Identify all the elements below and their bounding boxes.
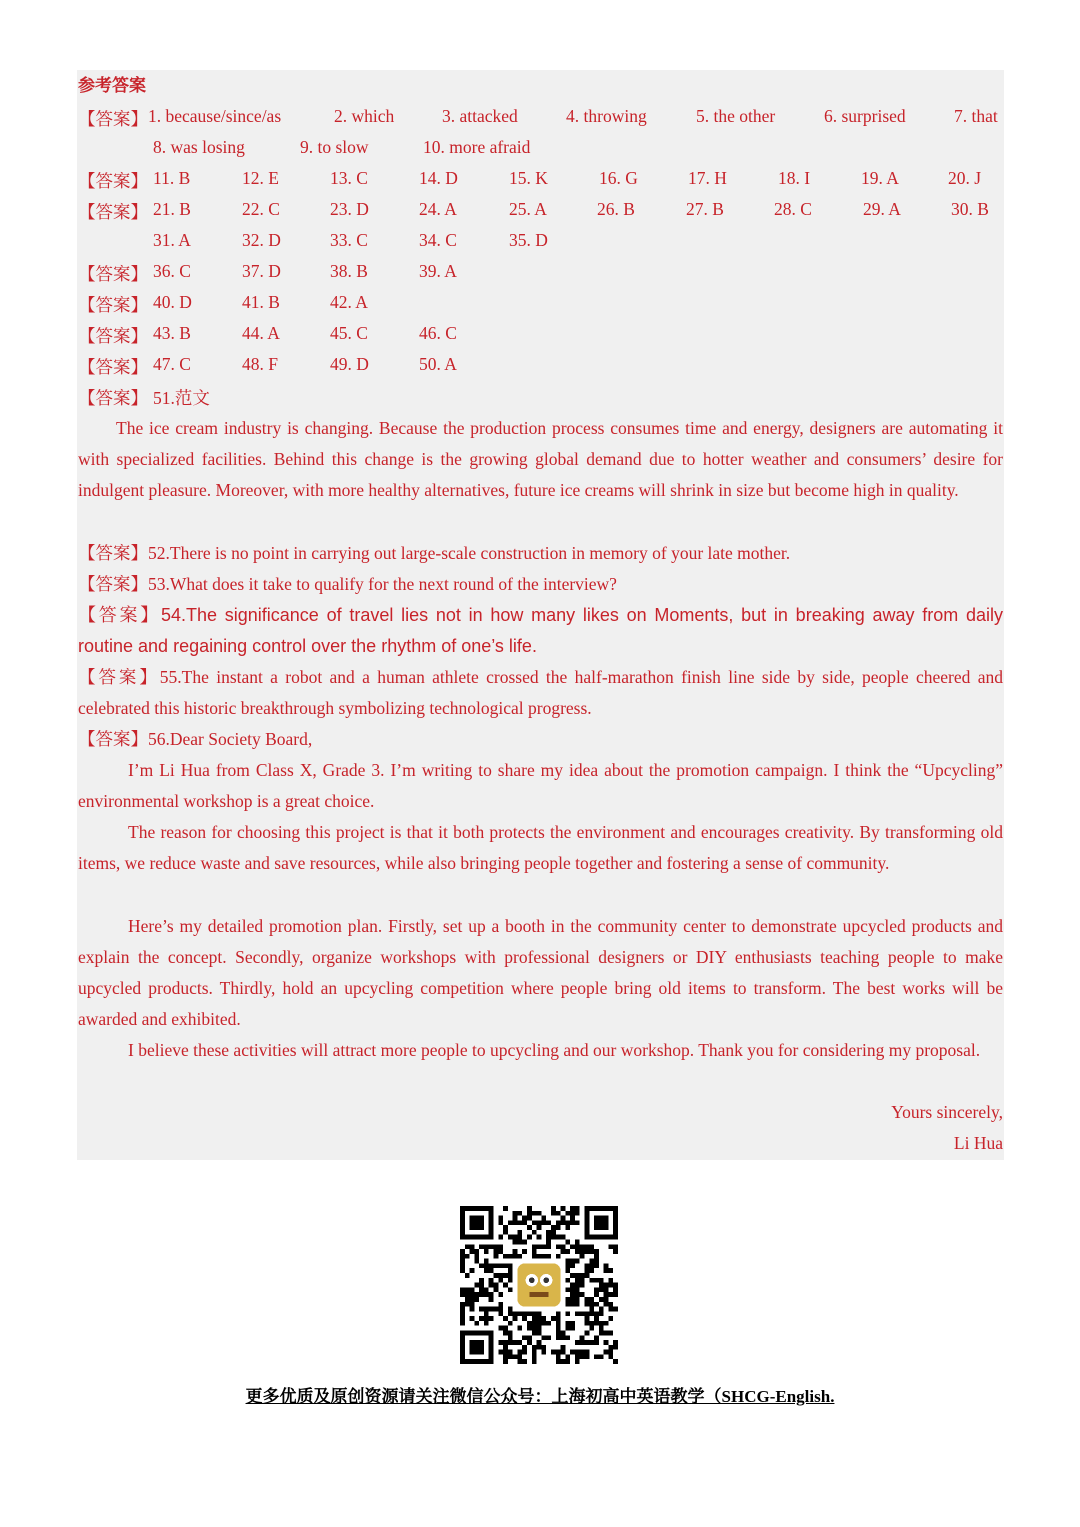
section-title: 参考答案 <box>78 76 146 95</box>
answer-item: 32. D <box>242 230 281 250</box>
summary-paragraph: The ice cream industry is changing. Because the production process consumes time and energy, designers are automating it with specialized facilities. Behind this change is the growing global demand due to hotter weather and consumers’ desire for indulgent pleasure. Moreover, with more healthy alternatives, future ice creams will shrink in size but become high in quality. <box>78 418 1003 500</box>
answer-item: 22. C <box>242 199 280 219</box>
answer-tag: 【答案】 <box>78 295 148 315</box>
answer-item: 41. B <box>242 292 280 312</box>
answer-item: 37. D <box>242 261 281 281</box>
answer-text: 54.The significance of travel lies not in how many likes on Moments, but in breaking away from daily routine and regaining control over the rhythm of one’s life. <box>78 605 1004 656</box>
answer-item: 44. A <box>242 323 280 343</box>
letter-paragraph-2: The reason for choosing this project is that it both protects the environment and encourages creativity. By transforming old items, we reduce waste and save resources, while also bringing people together and fostering a sense of community. <box>78 822 1003 873</box>
answer-item: 13. C <box>330 168 368 188</box>
answer-item: 14. D <box>419 168 458 188</box>
answer-item: 24. A <box>419 199 457 219</box>
answer-item: 43. B <box>153 323 191 343</box>
answer-tag: 【答案】 <box>78 357 148 377</box>
answer-item: 34. C <box>419 230 457 250</box>
answer-tag: 【答案】 <box>78 326 148 346</box>
answer-tag: 【答案】 <box>78 667 160 687</box>
answer-item: 15. K <box>509 168 548 188</box>
answer-item: 6. surprised <box>824 106 906 126</box>
answer-text: 53.What does it take to qualify for the next round of the interview? <box>148 574 617 594</box>
answer-item: 46. C <box>419 323 457 343</box>
answer-item: 39. A <box>419 261 457 281</box>
answer-item: 40. D <box>153 292 192 312</box>
letter-paragraph-1: I’m Li Hua from Class X, Grade 3. I’m writing to share my idea about the promotion campaign. I think the “Upcycling” environmental workshop is a great choice. <box>78 760 1003 811</box>
answer-item: 2. which <box>334 106 395 126</box>
answer-item: 19. A <box>861 168 899 188</box>
answer-56 <box>78 724 1003 755</box>
answer-tag: 【答案】 <box>78 202 148 222</box>
answer-item: 12. E <box>242 168 279 188</box>
answer-item: 20. J <box>948 168 982 188</box>
answer-tag: 【答案】 <box>78 605 161 625</box>
qr-code-image <box>460 1206 618 1364</box>
answer-53 <box>78 569 1003 600</box>
answer-item: 8. was losing <box>153 137 245 157</box>
answer-tag: 【答案】 <box>78 264 148 284</box>
answer-tag: 【答案】 <box>78 574 148 594</box>
answer-item: 3. attacked <box>442 106 518 126</box>
answer-item: 33. C <box>330 230 368 250</box>
answer-item: 50. A <box>419 354 457 374</box>
answer-item: 17. H <box>688 168 727 188</box>
answer-tag: 【答案】 <box>78 543 148 563</box>
answer-item: 23. D <box>330 199 369 219</box>
answer-item: 49. D <box>330 354 369 374</box>
answer-55 <box>78 662 1003 724</box>
answer-item: 45. C <box>330 323 368 343</box>
answer-tag: 【答案】 <box>78 171 148 191</box>
answer-item: 42. A <box>330 292 368 312</box>
answer-tag: 【答案】 <box>78 109 148 129</box>
answer-52 <box>78 538 1003 569</box>
answer-item: 36. C <box>153 261 191 281</box>
answer-item: 16. G <box>599 168 638 188</box>
answer-item: 38. B <box>330 261 368 281</box>
answer-item: 5. the other <box>696 106 776 126</box>
answer-text: 56.Dear Society Board, <box>148 729 313 749</box>
answer-item: 10. more afraid <box>423 137 531 157</box>
letter-paragraph-4: I believe these activities will attract more people to upcycling and our workshop. Thank you for considering my proposal. <box>128 1040 981 1060</box>
answer-54 <box>78 600 1003 662</box>
answer-item: 11. B <box>153 168 191 188</box>
answer-tag: 【答案】 <box>78 388 148 408</box>
answer-item: 26. B <box>597 199 635 219</box>
answer-item: 30. B <box>951 199 989 219</box>
letter-paragraph-3: Here’s my detailed promotion plan. Firstly, set up a booth in the community center to demonstrate upcycled products and explain the concept. Secondly, organize workshops with professional designers or DIY enthusiasts teaching people to make upcycled products. Thirdly, hold an upcycling competition where people bring old items to transform. The best works will be awarded and exhibited. <box>78 916 1003 1029</box>
answer-item: 27. B <box>686 199 724 219</box>
answer-item: 48. F <box>242 354 278 374</box>
answer-item: 4. throwing <box>566 106 647 126</box>
answer-item: 7. that <box>954 106 998 126</box>
answer-item: 28. C <box>774 199 812 219</box>
answer-text: 52.There is no point in carrying out large-scale construction in memory of your late mother. <box>148 543 791 563</box>
qr-center-logo <box>517 1263 560 1306</box>
answer-item: 35. D <box>509 230 548 250</box>
answer-item: 47. C <box>153 354 191 374</box>
answer-text: 55.The instant a robot and a human athlete crossed the half-marathon finish line side by side, people cheered and celebrated this historic breakthrough symbolizing technological progress. <box>78 667 1003 718</box>
letter-closing: Yours sincerely, <box>891 1102 1003 1122</box>
answer-item: 1. because/since/as <box>148 106 282 126</box>
answer-item: 9. to slow <box>300 137 369 157</box>
answer-item: 29. A <box>863 199 901 219</box>
answer-item: 51.范文 <box>153 388 210 408</box>
answer-item: 25. A <box>509 199 547 219</box>
answer-item: 21. B <box>153 199 191 219</box>
footer-notice: 更多优质及原创资源请关注微信公众号：上海初高中英语教学（SHCG-English. <box>245 1387 835 1406</box>
letter-signature: Li Hua <box>953 1133 1003 1153</box>
answer-item: 31. A <box>153 230 191 250</box>
answer-item: 18. I <box>778 168 811 188</box>
answer-tag: 【答案】 <box>78 729 148 749</box>
